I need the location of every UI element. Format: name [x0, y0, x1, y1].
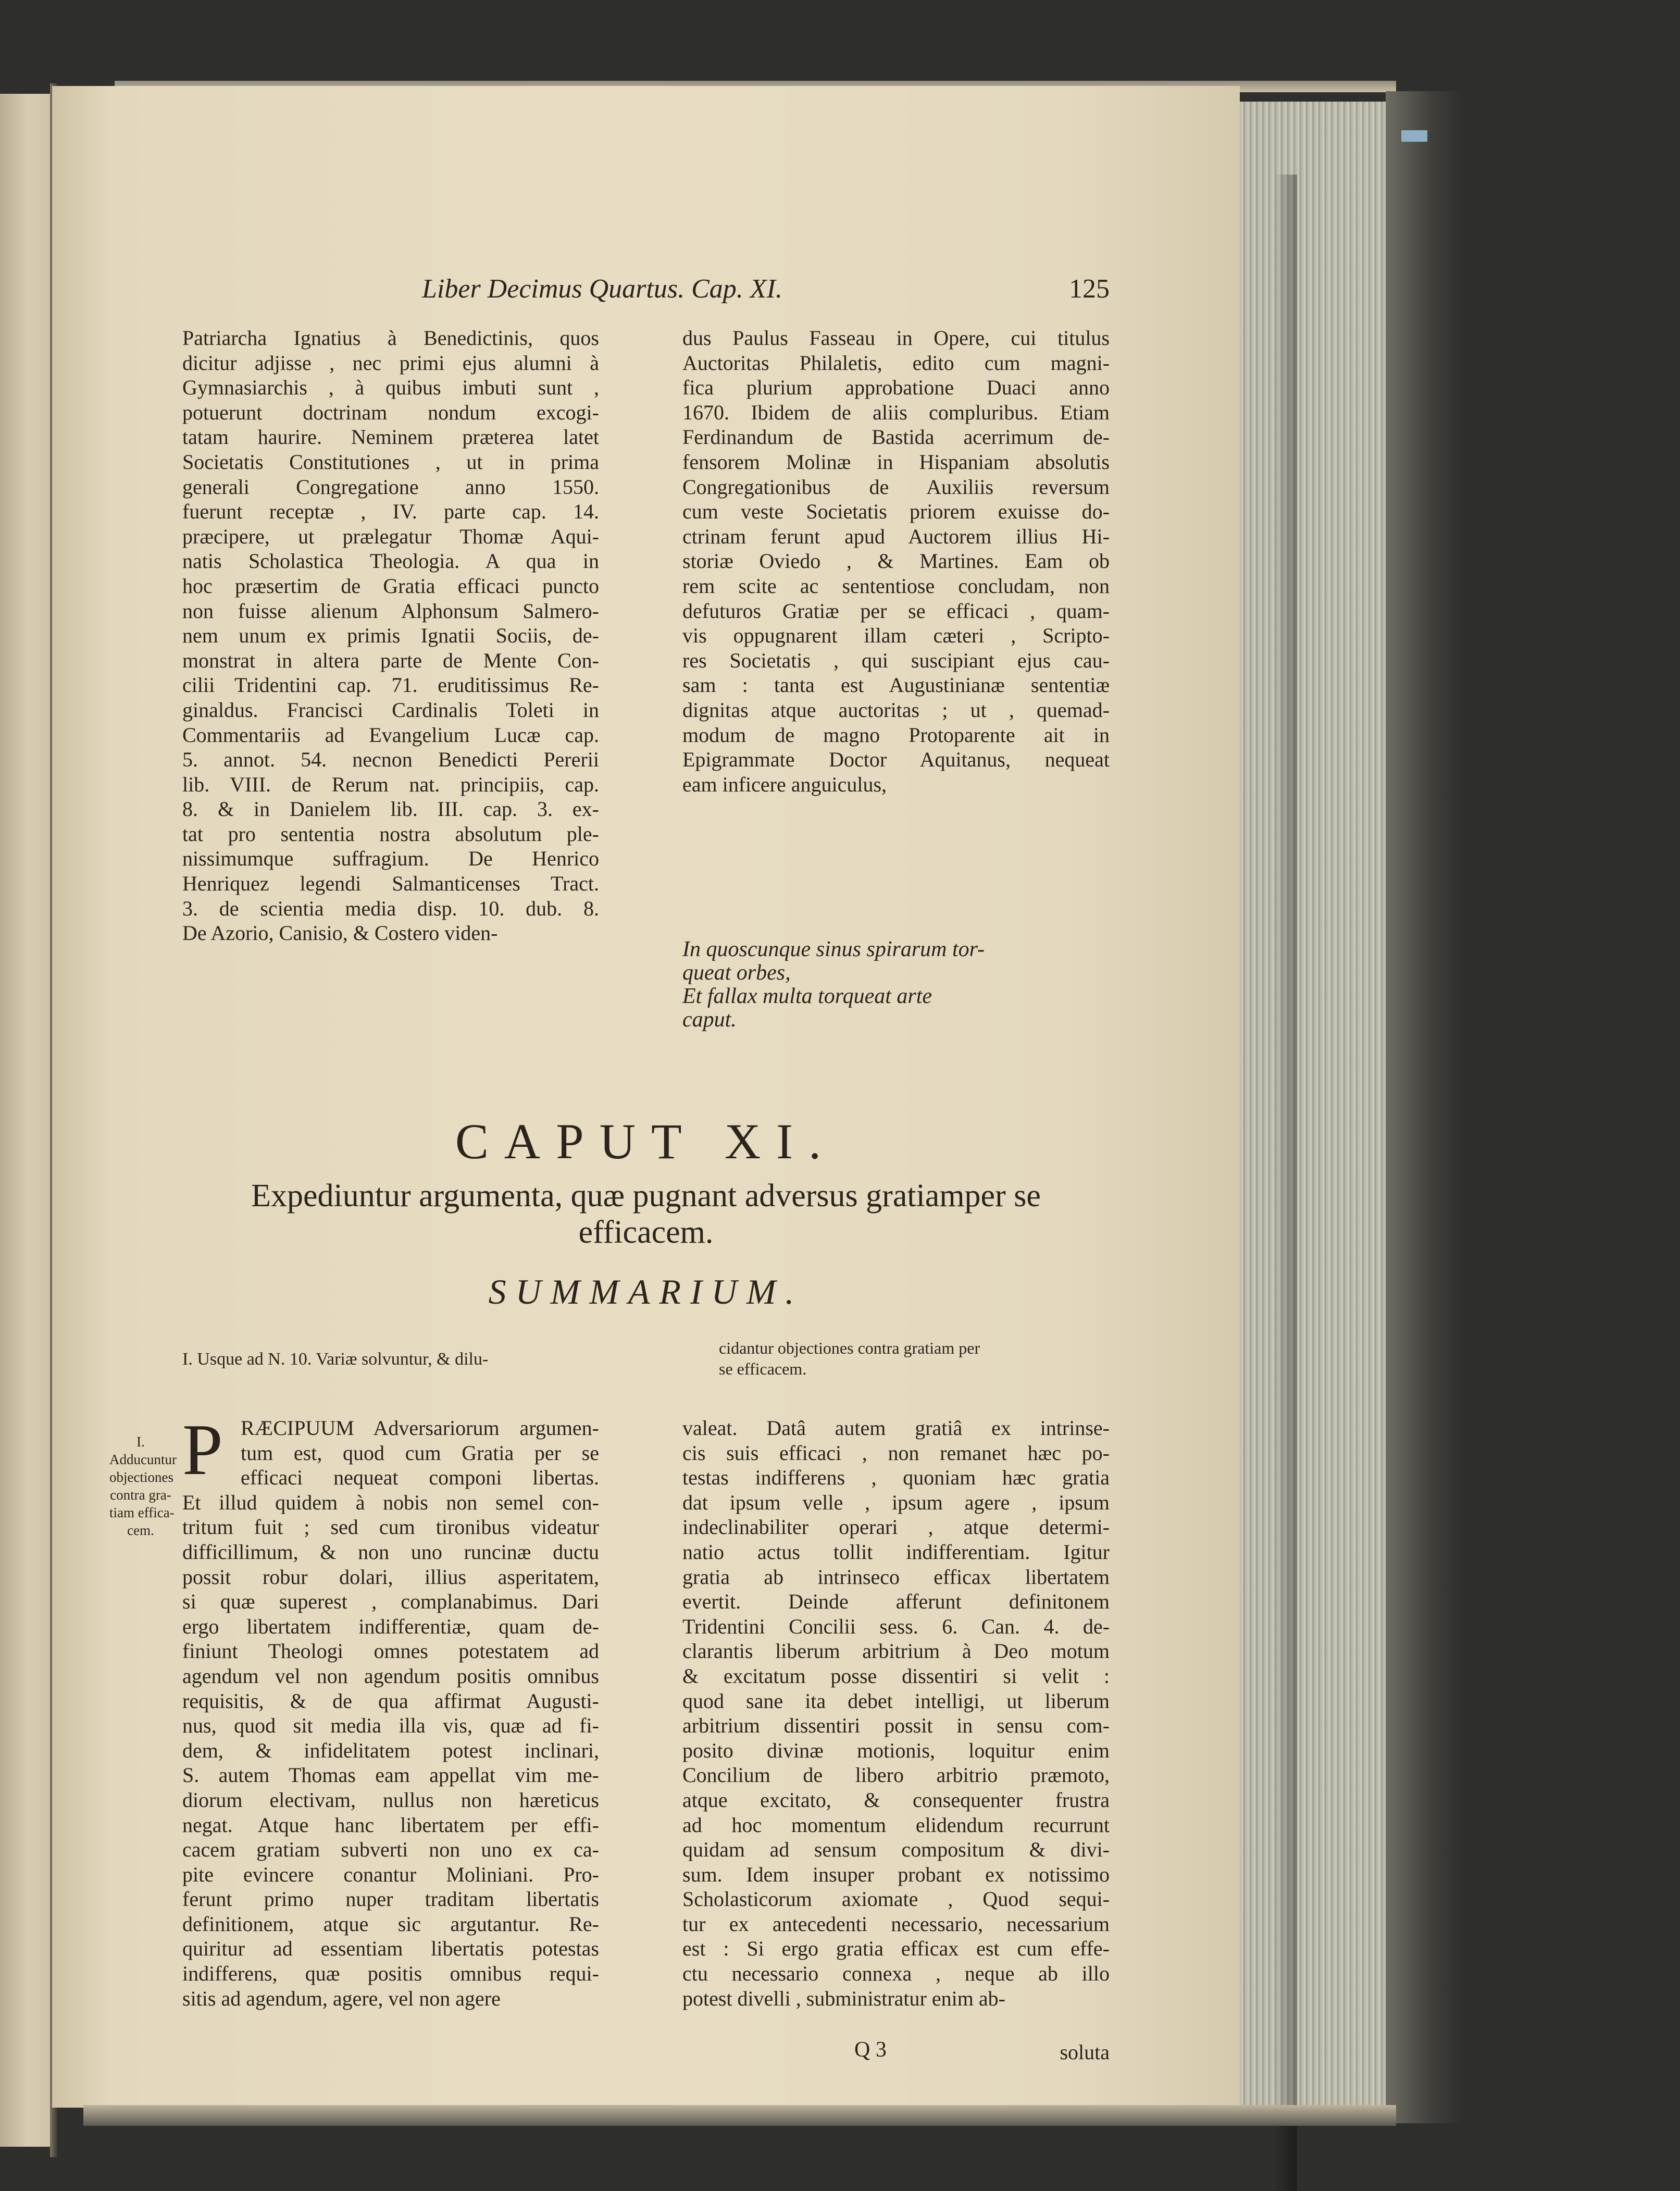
- column-right-bottom-line: evertit. Deinde afferunt definitonem: [682, 1590, 1110, 1614]
- margin-note-line: cem.: [127, 1522, 154, 1538]
- column-right-bottom-line: Scholasticorum axiomate , Quod sequi-: [682, 1887, 1110, 1911]
- column-left-top-line: nem unum ex primis Ignatii Sociis, de-: [182, 624, 599, 648]
- column-right-top-line: eam inficere anguiculus,: [682, 772, 887, 796]
- column-left-top-line: Commentariis ad Evangelium Lucæ cap.: [182, 723, 599, 747]
- column-left-bottom-line: definitionem, atque sic argutantur. Re-: [182, 1912, 599, 1936]
- column-left-top-line: non fuisse alienum Alphonsum Salmero-: [182, 599, 599, 623]
- margin-note: [109, 1433, 177, 1539]
- column-right-top-line: defuturos Gratiæ per se efficaci , quam-: [682, 599, 1110, 623]
- chapter-subtitle-line: Expediuntur argumenta, quæ pugnant adversus gratiam: [251, 1178, 965, 1214]
- column-right-bottom-line: & excitatum posse dissentiri si velit :: [682, 1664, 1110, 1688]
- column-right-bottom-line: Tridentini Concilii sess. 6. Can. 4. de-: [682, 1614, 1110, 1638]
- column-right-bottom-line: quidam ad sensum compositum & divi-: [682, 1838, 1110, 1862]
- column-left-bottom-line: tritum fuit ; sed cum tironibus videatur: [182, 1515, 599, 1539]
- page-edge-shadow: [1274, 175, 1297, 2191]
- column-left-bottom-line: finiunt Theologi omnes potestatem ad: [182, 1639, 599, 1663]
- column-left-top-line: cilii Tridentini cap. 71. eruditissimus Re-: [182, 673, 599, 697]
- margin-note-line: Adducuntur: [109, 1452, 177, 1467]
- column-right-bottom-line: tur ex antecedenti necessario, necessarium: [682, 1912, 1110, 1936]
- column-left-bottom-line: tum est, quod cum Gratia per se: [241, 1441, 599, 1465]
- column-right-bottom-line: posito divinæ motionis, loquitur enim: [682, 1738, 1110, 1762]
- catchword: soluta: [1060, 2040, 1110, 2064]
- column-right-top-line: cum veste Societatis priorem exuisse do-: [682, 500, 1110, 524]
- column-right-top-line: dignitas atque auctoritas ; ut , quemad-: [682, 698, 1110, 722]
- column-right-bottom-line: cis suis efficaci , non remanet hæc po-: [682, 1441, 1110, 1465]
- column-left-top-line: dicitur adjisse , nec primi ejus alumni à: [182, 351, 599, 375]
- verse-line: caput.: [682, 1008, 737, 1032]
- column-right-top-line: Auctoritas Philaletis, edito cum magni-: [682, 351, 1110, 375]
- column-left-bottom: [182, 1409, 599, 2011]
- column-left-top-line: tat pro sententia nostra absolutum ple-: [182, 822, 599, 846]
- column-right-bottom-line: atque excitato, & consequenter frustra: [682, 1788, 1110, 1812]
- column-left-top-line: potuerunt doctrinam nondum excogi-: [182, 400, 599, 424]
- column-right-top-line: rem scite ac sententiose concludam, non: [682, 574, 1110, 598]
- summarium-right-line: se efficacem.: [719, 1359, 807, 1378]
- column-left-bottom-line: sitis ad agendum, agere, vel non agere: [182, 1986, 501, 2010]
- column-right-top-line: res Societatis , qui suscipiant ejus cau-: [682, 648, 1110, 672]
- column-right-top-line: dus Paulus Fasseau in Opere, cui titulus: [682, 326, 1110, 350]
- column-right-top-line: 1670. Ibidem de aliis compluribus. Etiam: [682, 400, 1110, 424]
- column-right-bottom-line: quod sane ita debet intelligi, ut liberum: [682, 1689, 1110, 1713]
- column-left-bottom-line: ergo libertatem indifferentiæ, quam de-: [182, 1614, 599, 1638]
- page-number: 125: [1069, 274, 1110, 304]
- column-left-bottom-line: pite evincere conantur Moliniani. Pro-: [182, 1862, 599, 1886]
- column-right-top: [682, 326, 1110, 797]
- column-left-top-line: nissimumque suffragium. De Henrico: [182, 847, 599, 871]
- drop-cap: P: [182, 1409, 223, 1490]
- column-left-top-line: hoc præsertim de Gratia efficaci puncto: [182, 574, 599, 598]
- column-right-bottom-line: Concilium de libero arbitrio præmoto,: [682, 1763, 1110, 1787]
- column-left-top-line: 3. de scientia media disp. 10. dub. 8.: [182, 896, 599, 920]
- column-right-bottom-line: valeat. Datâ autem gratiâ ex intrinse-: [682, 1416, 1110, 1440]
- summarium-heading: SUMMARIUM.: [488, 1272, 804, 1311]
- column-left-bottom-line: quiritur ad essentiam libertatis potestas: [182, 1937, 599, 1961]
- column-left-bottom-line: S. autem Thomas eam appellat vim me-: [182, 1763, 599, 1787]
- column-left-top-line: De Azorio, Canisio, & Costero viden-: [182, 921, 498, 945]
- column-right-top-line: vis oppugnarent illam cæteri , Scripto-: [682, 624, 1110, 648]
- column-left-bottom-line: nus, quod sit media illa vis, quæ ad fi-: [182, 1714, 599, 1738]
- column-left-top-line: 8. & in Danielem lib. III. cap. 3. ex-: [182, 797, 599, 821]
- column-right-bottom: [682, 1416, 1110, 2011]
- text-block: [109, 180, 1110, 2064]
- text-block-page-edges: [1240, 102, 1396, 2108]
- verse-quotation: [682, 938, 1110, 1032]
- column-left-bottom-line: possit robur dolari, illius asperitatem,: [182, 1565, 599, 1589]
- running-head: [182, 274, 1110, 315]
- column-left-bottom-line: negat. Atque hanc libertatem per effi-: [182, 1813, 599, 1837]
- column-right-bottom-line: est : Si ergo gratia efficax est cum effe-: [682, 1937, 1110, 1961]
- margin-note-line: tiam effica-: [109, 1505, 175, 1520]
- margin-note-line: I.: [136, 1434, 145, 1450]
- column-left-bottom-line: dem, & infidelitatem potest inclinari,: [182, 1738, 599, 1762]
- column-left-bottom-line: agendum vel non agendum positis omnibus: [182, 1664, 599, 1688]
- column-left-top-line: 5. annot. 54. necnon Benedicti Pererii: [182, 748, 599, 772]
- column-left-bottom-line: efficaci nequeat componi libertas.: [241, 1466, 599, 1490]
- verse-line: queat orbes,: [682, 961, 791, 985]
- column-right-bottom-line: ad hoc momentum elidendum recurrunt: [682, 1813, 1110, 1837]
- signature-mark: Q 3: [854, 2038, 887, 2062]
- column-left-top-line: fuerunt receptæ , IV. parte cap. 14.: [182, 500, 599, 524]
- column-left-bottom-line: cacem gratiam subverti non uno ex ca-: [182, 1838, 599, 1862]
- chapter-subtitle: [182, 1178, 1110, 1251]
- blue-marker: [1401, 130, 1427, 142]
- column-right-top-line: fensorem Molinæ in Hispaniam absolutis: [682, 450, 1110, 474]
- summarium-right-line: cidantur objectiones contra gratiam per: [719, 1339, 980, 1357]
- verse-line: In quoscunque sinus spirarum tor-: [682, 937, 985, 961]
- column-right-bottom-line: ctu necessario connexa , neque ab illo: [682, 1962, 1110, 1986]
- column-right-top-line: storiæ Oviedo , & Martines. Eam ob: [682, 549, 1110, 573]
- column-left-top-line: generali Congregatione anno 1550.: [182, 475, 599, 499]
- column-left-top-line: natis Scholastica Theologia. A qua in: [182, 549, 599, 573]
- bottom-board-edge: [83, 2105, 1396, 2126]
- column-left-top: [182, 326, 599, 946]
- column-right-bottom-line: testas indifferens , quoniam hæc gratia: [682, 1466, 1110, 1490]
- column-left-top-line: ginaldus. Francisci Cardinalis Toleti in: [182, 698, 599, 722]
- column-right-bottom-line: arbitrium dissentiri possit in sensu com-: [682, 1714, 1110, 1738]
- column-left-top-line: tatam haurire. Neminem præterea latet: [182, 425, 599, 449]
- column-right-bottom-line: clarantis liberum arbitrium à Deo motum: [682, 1639, 1110, 1663]
- column-left-bottom-line: Et illud quidem à nobis non semel con-: [182, 1490, 599, 1514]
- book-page: [52, 86, 1240, 2108]
- column-right-bottom-line: indeclinabiliter operari , atque determi-: [682, 1515, 1110, 1539]
- column-left-bottom-line: si quæ superest , complanabimus. Dari: [182, 1590, 599, 1614]
- column-left-bottom-line: difficillimum, & non uno runcinæ ductu: [182, 1540, 599, 1564]
- column-left-top-line: Gymnasiarchis , à quibus imbuti sunt ,: [182, 376, 599, 400]
- chapter-heading: CAPUT XI.: [455, 1113, 837, 1169]
- column-right-bottom-line: sum. Idem insuper probant ex notissimo: [682, 1862, 1110, 1886]
- facing-page-edge: [0, 94, 52, 2147]
- column-right-bottom-line: dat ipsum velle , ipsum agere , ipsum: [682, 1490, 1110, 1514]
- running-head-title: Liber Decimus Quartus. Cap. XI.: [422, 274, 782, 304]
- binding-cover-edge: [1386, 91, 1464, 2123]
- column-right-bottom-line: gratia ab intrinseco efficax libertatem: [682, 1565, 1110, 1589]
- column-left-bottom-line: diorum electivam, nullus non hæreticus: [182, 1788, 599, 1812]
- column-left-bottom-line: indifferens, quæ positis omnibus requi-: [182, 1962, 599, 1986]
- column-right-top-line: modum de magno Protoparente ait in: [682, 723, 1110, 747]
- column-left-bottom-line: ferunt primo nuper traditam libertatis: [182, 1887, 599, 1911]
- verse-line: Et fallax multa torqueat arte: [682, 984, 932, 1008]
- column-left-top-line: Societatis Constitutiones , ut in prima: [182, 450, 599, 474]
- column-left-top-line: Henriquez legendi Salmanticenses Tract.: [182, 872, 599, 896]
- column-right-top-line: Congregationibus de Auxiliis reversum: [682, 475, 1110, 499]
- margin-note-line: contra gra-: [110, 1487, 171, 1503]
- column-right-top-line: fica plurium approbatione Duaci anno: [682, 376, 1110, 400]
- chapter-subtitle-line: per se efficacem.: [578, 1178, 1041, 1250]
- column-left-top-line: lib. VIII. de Rerum nat. principiis, cap.: [182, 772, 599, 796]
- margin-note-line: objectiones: [109, 1469, 173, 1485]
- column-left-top-line: Patriarcha Ignatius à Benedictinis, quos: [182, 326, 599, 350]
- column-right-top-line: sam : tanta est Augustinianæ sententiæ: [682, 673, 1110, 697]
- column-left-bottom-line: RÆCIPUUM Adversariorum argumen-: [241, 1416, 599, 1440]
- column-right-top-line: Epigrammate Doctor Aquitanus, nequeat: [682, 748, 1110, 772]
- column-right-top-line: ctrinam ferunt apud Auctorem illius Hi-: [682, 524, 1110, 548]
- column-right-bottom-line: potest divelli , subministratur enim ab-: [682, 1986, 1005, 2010]
- column-left-bottom-line: requisitis, & de qua affirmat Augusti-: [182, 1689, 599, 1713]
- column-left-top-line: præcipere, ut prælegatur Thomæ Aqui-: [182, 524, 599, 548]
- column-right-bottom-line: natio actus tollit indifferentiam. Igitur: [682, 1540, 1110, 1564]
- summarium-right: [719, 1338, 1110, 1379]
- column-left-top-line: monstrat in altera parte de Mente Con-: [182, 648, 599, 672]
- summarium-left: I. Usque ad N. 10. Variæ solvuntur, & dilu-: [182, 1350, 489, 1369]
- column-right-top-line: Ferdinandum de Bastida acerrimum de-: [682, 425, 1110, 449]
